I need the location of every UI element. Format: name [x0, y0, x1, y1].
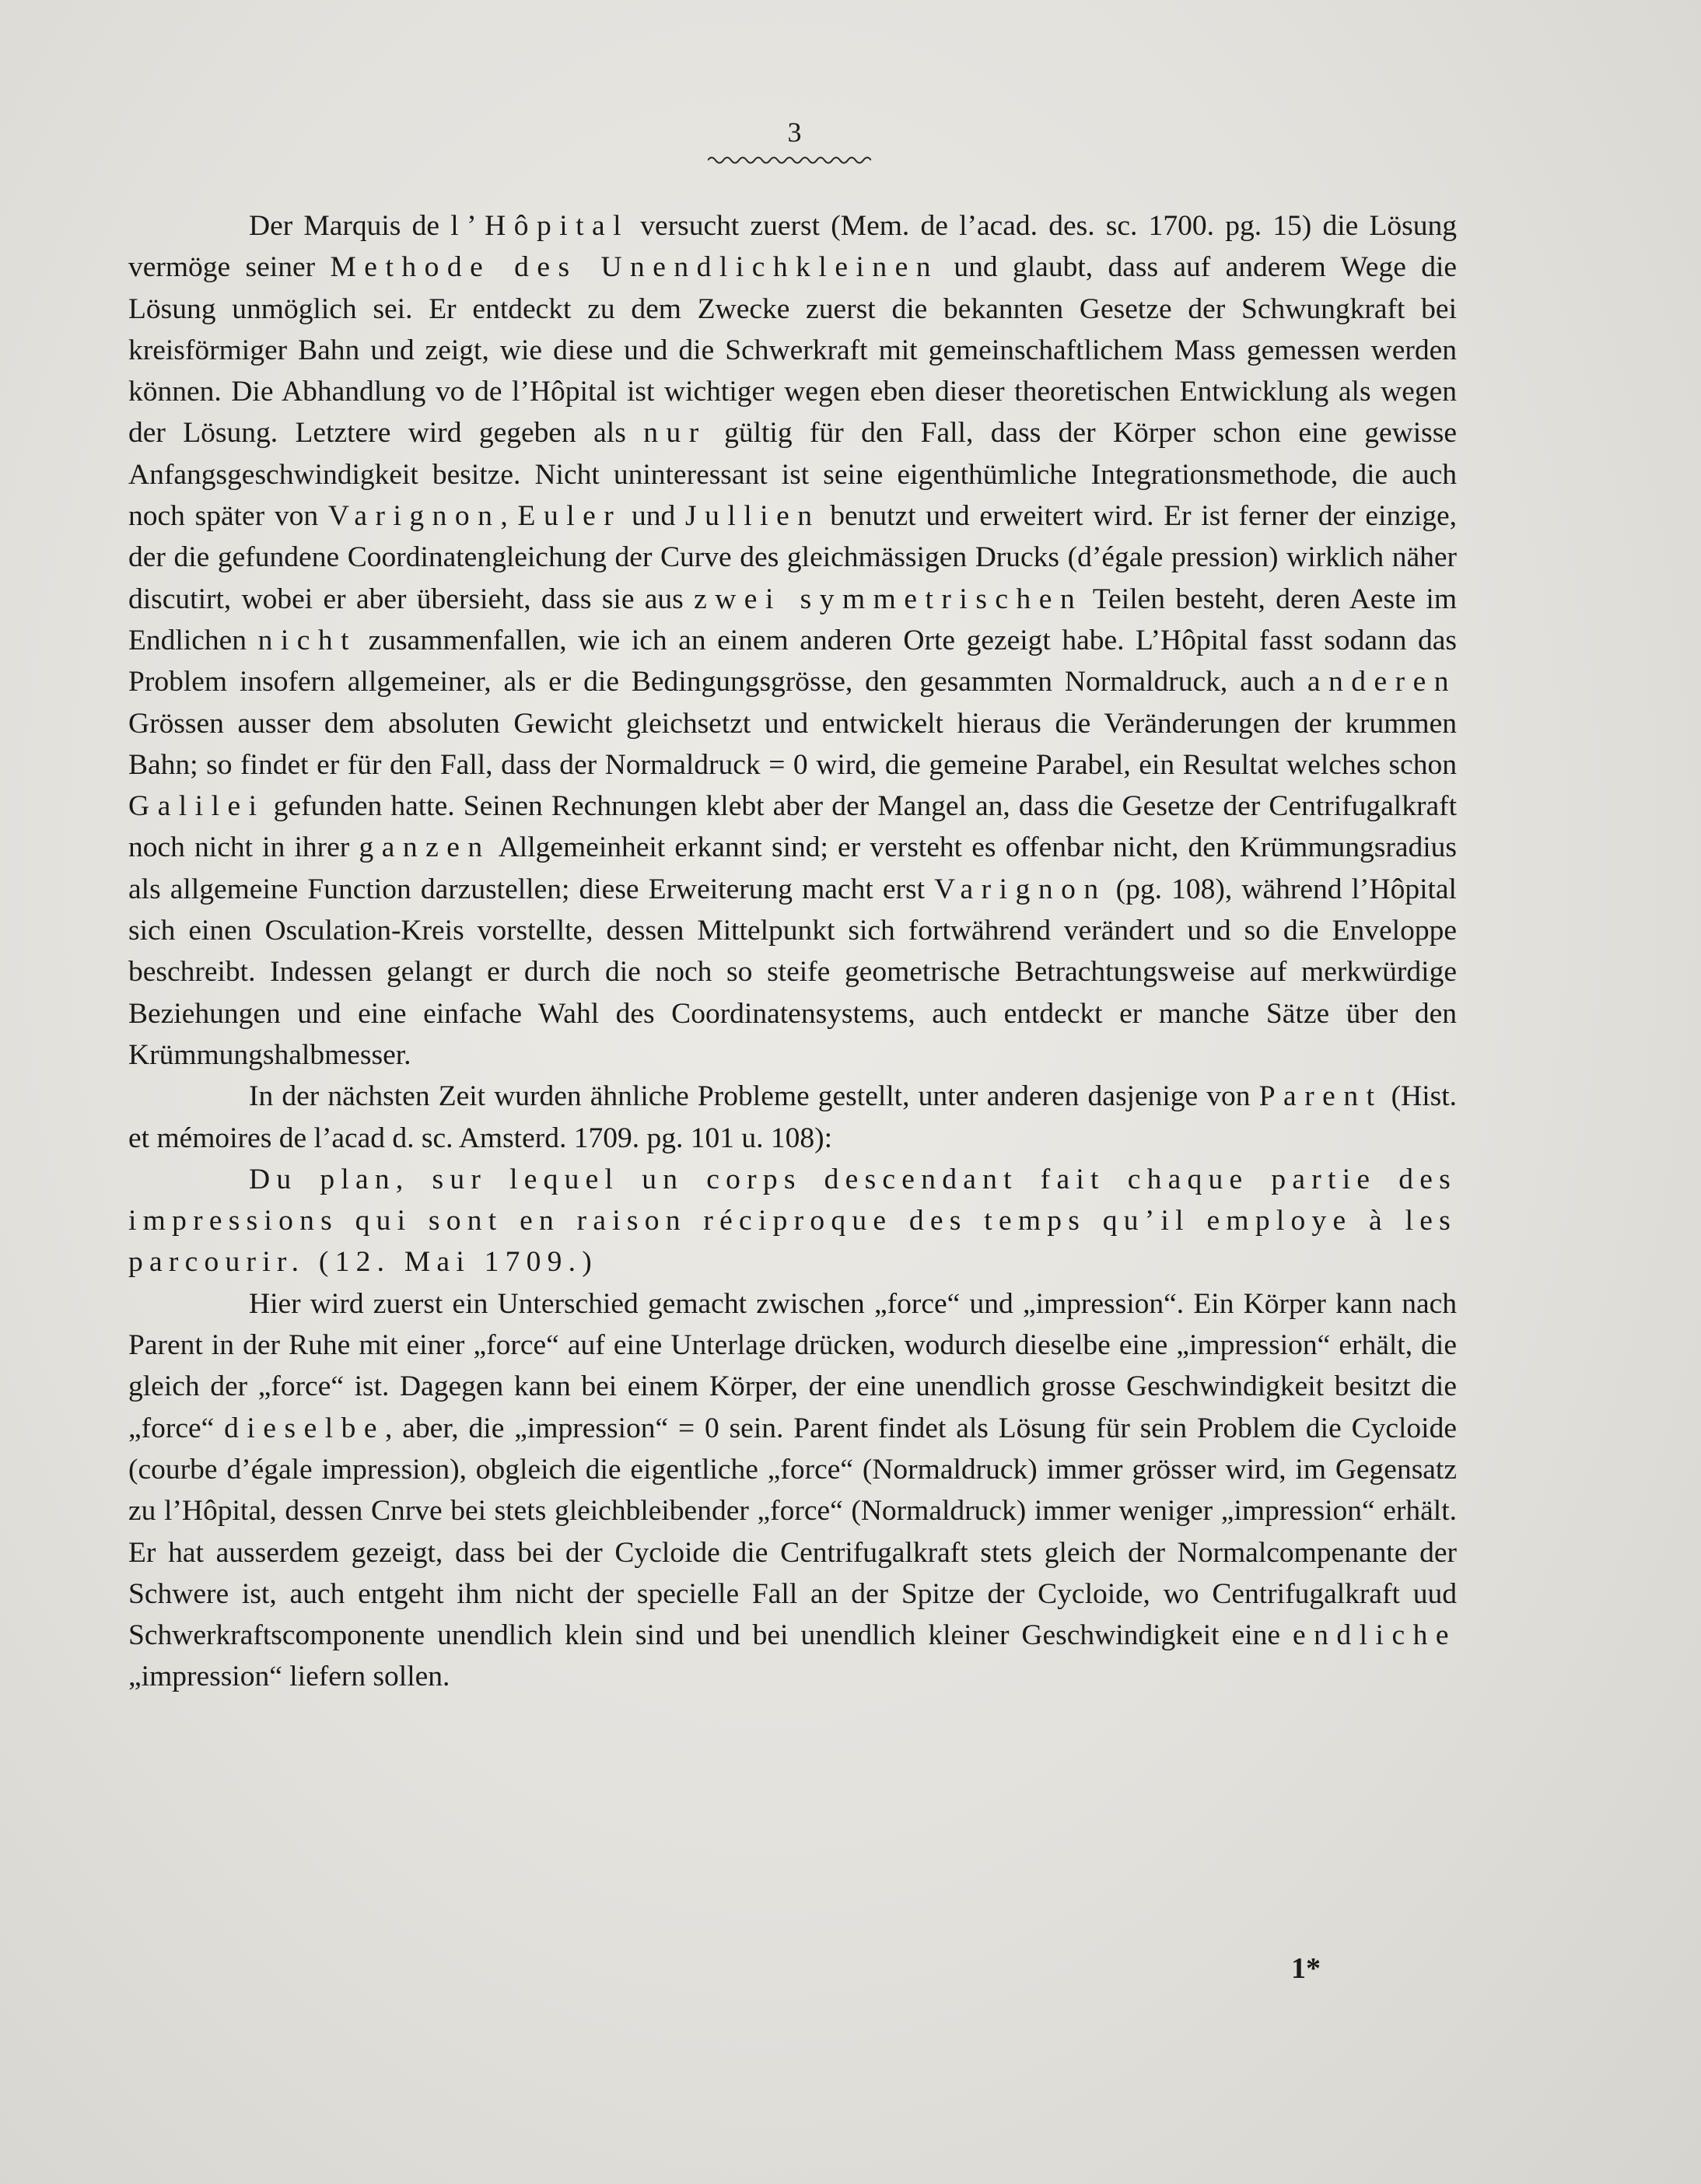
text-run: gefunden hatte. Seinen Rechnungen klebt aber der Mangel an, dass die Gesetze der Centrifugalkraft noch nicht in ihrer [128, 790, 1457, 864]
text-run: und glaubt, dass auf anderem Wege die Lösung unmöglich sei. Er entdeckt zu dem Zwecke zuerst die bekannten Gesetze der Schwungkraft bei kreisförmiger Bahn und zeigt, wie diese und die Schwerkraft mit gemeinschaftlichem Mass gemessen werden können. Die Abhandlung vo de l’Hôpital ist wichtiger wegen eben dieser theoretischen Entwicklung als wegen der Lösung. Letztere wird gegeben als [128, 251, 1458, 450]
body-text [128, 205, 1457, 1698]
paragraph-4 [128, 1283, 1457, 1698]
spaced-text: anderen [1307, 666, 1457, 698]
paragraph-2 [128, 1076, 1457, 1159]
paragraph-1 [128, 205, 1457, 1076]
spaced-text: l’Hôpital [450, 210, 630, 242]
text-run: , aber, die „impression“ = 0 sein. Parent findet als Lösung für sein Problem die Cycloide (courbe d’égale impression), obgleich die eigentliche „force“ (Normaldruck) immer grösser wird, im Gegensatz zu l’Hôpital, dessen Cnrve bei stets gleichbleibender „force“ (Normaldruck) immer weniger „impression“ erhält. Er hat ausserdem gezeigt, dass bei der Cycloide die Centrifugalkraft stets gleich der Normalcompenante der Schwere ist, auch entgeht ihm nicht der specielle Fall an der Spitze der Cycloide, wo Centrifugalkraft uud Schwerkraftscomponente unendlich klein sind und bei unendlich kleiner Geschwindigkeit eine [128, 1412, 1457, 1652]
spaced-text: zwei symmetrischen [694, 583, 1083, 615]
spaced-text: Galilei [128, 790, 265, 823]
spaced-text: Parent [1258, 1080, 1383, 1113]
spaced-text: ganzen [359, 831, 491, 864]
quoted-problem-statement [128, 1159, 1457, 1283]
text-run: (Hist. et mémoires de l’acad d. sc. Amsterd. 1709. pg. 101 u. 108): [128, 1080, 1457, 1154]
text-run: , [500, 500, 518, 533]
text-run: zusammenfallen, wie ich an einem anderen Orte gezeigt habe. L’Hôpital fasst sodann das Problem insofern allgemeiner, als er die Bedingungsgrösse, den gesammten Normaldruck, auch [128, 624, 1457, 698]
spaced-text: Varignon [934, 873, 1107, 905]
spaced-text: Varignon [327, 500, 501, 533]
text-run: (pg. 108), während l’Hôpital sich einen Osculation-Kreis vorstellte, dessen Mittelpunkt sich fortwährend verändert und so die Enveloppe beschreibt. Indessen gelangt er durch die noch so steife geometrische Betrachtungsweise auf merkwürdige Beziehungen und eine einfache Wahl des Coordinatensystems, auch entdeckt er manche Sätze über den Krümmungshalbmesser. [128, 873, 1457, 1071]
text-run: versucht zuerst (Mem. de l’acad. des. sc. 1700. pg. 15) die Lösung vermöge seiner [128, 210, 1457, 284]
spaced-text: dieselbe [224, 1412, 386, 1444]
text-run: Grössen ausser dem absoluten Gewicht gleichsetzt und entwickelt hieraus die Veränderungen der krummen Bahn; so findet er für den Fall, dass der Normaldruck = 0 wird, die gemeine Parabel, ein Resultat welches schon [128, 707, 1457, 781]
text-run: Du plan, sur lequel un corps descendant fait chaque partie des impressions qui sont en raison réciproque des temps qu’il employe à les parcourir. (12. Mai 1709.) [128, 1163, 1457, 1279]
text-run: Teilen besteht, deren Aeste im Endlichen [128, 583, 1457, 656]
spaced-text: nur [643, 417, 707, 450]
wavy-rule-ornament [708, 154, 871, 166]
spaced-text: nicht [257, 624, 358, 656]
text-run: Allgemeinheit erkannt sind; er versteht es offenbar nicht, den Krümmungsradius als allgemeine Function darzustellen; diese Erweiterung macht erst [128, 831, 1457, 905]
text-run: gültig für den Fall, dass der Körper schon eine gewisse Anfangsgeschwindigkeit besitze. Nicht uninteressant ist seine eigenthümliche Integrationsmethode, die auch noch später von [128, 417, 1457, 533]
signature-mark: 1* [1291, 1952, 1321, 1985]
text-run: Hier wird zuerst ein Unterschied gemacht zwischen „force“ und „impression“. Ein Körper kann nach Parent in der Ruhe mit einer „force“ auf eine Unterlage drücken, wodurch dieselbe eine „impression“ erhält, die gleich der „force“ ist. Dagegen kann bei einem Körper, der eine unendlich grosse Geschwindigkeit besitzt die „force“ [128, 1287, 1457, 1444]
text-run: „impression“ liefern sollen. [128, 1661, 450, 1693]
spaced-text: Euler [517, 500, 622, 533]
text-run: In der nächsten Zeit wurden ähnliche Probleme gestellt, unter anderen dasjenige von [249, 1080, 1259, 1113]
text-run: Der Marquis de [249, 210, 451, 242]
page-number: 3 [787, 117, 802, 148]
text-run: und [621, 500, 685, 533]
text-run: benutzt und erweitert wird. Er ist ferner der einzige, der die gefundene Coordinatengleichung der Curve des gleichmässigen Drucks (d’égale pression) wirklich näher discutirt, wobei er aber übersieht, dass sie aus [128, 500, 1458, 615]
spaced-text: Jullien [685, 500, 821, 533]
spaced-text: Methode des Unendlichkleinen [330, 251, 940, 284]
spaced-text: endliche [1292, 1619, 1457, 1652]
